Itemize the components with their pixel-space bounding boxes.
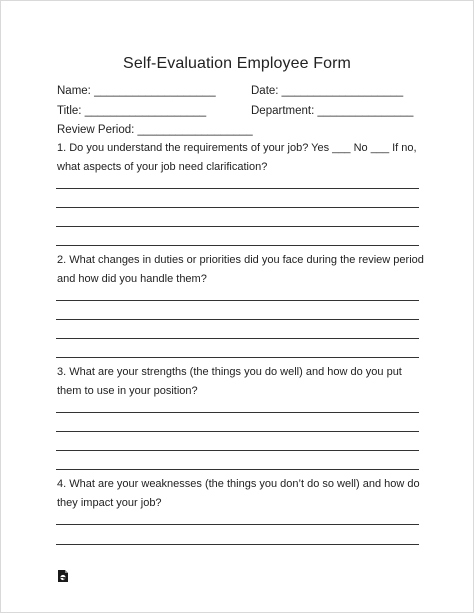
question-3 [57,363,427,401]
name-field[interactable]: Name: ___________________ [57,85,216,97]
date-field[interactable]: Date: ___________________ [251,85,404,97]
question-3-line-2: them to use in your position? [57,385,198,397]
answer-line[interactable] [56,357,419,358]
answer-line[interactable] [56,245,419,246]
answer-line[interactable] [56,338,419,339]
question-1 [57,139,427,177]
answer-line[interactable] [56,544,419,545]
answer-line[interactable] [56,300,419,301]
question-1-line-1: 1. Do you understand the requirements of your job? Yes ___ No ___ If no, [57,142,417,154]
answer-line[interactable] [56,207,419,208]
answer-line[interactable] [56,431,419,432]
answer-line[interactable] [56,226,419,227]
eforms-logo-icon [57,569,69,583]
title-field[interactable]: Title: ___________________ [57,105,207,117]
answer-line[interactable] [56,450,419,451]
answer-line[interactable] [56,188,419,189]
answer-line[interactable] [56,469,419,470]
question-4-line-2: they impact your job? [57,497,162,509]
answer-line[interactable] [56,319,419,320]
question-2-line-1: 2. What changes in duties or priorities did you face during the review period [57,254,424,266]
answer-line[interactable] [56,524,419,525]
answer-line[interactable] [56,412,419,413]
question-4-line-1: 4. What are your weaknesses (the things you don’t do so well) and how do [57,478,420,490]
department-field[interactable]: Department: _______________ [251,105,414,117]
review-period-field[interactable]: Review Period: __________________ [57,124,253,136]
question-3-line-1: 3. What are your strengths (the things you do well) and how do you put [57,366,402,378]
question-1-line-2: what aspects of your job need clarification? [57,161,268,173]
form-title: Self-Evaluation Employee Form [123,55,351,72]
question-4 [57,475,427,513]
question-2-line-2: and how did you handle them? [57,273,207,285]
question-2 [57,251,427,289]
